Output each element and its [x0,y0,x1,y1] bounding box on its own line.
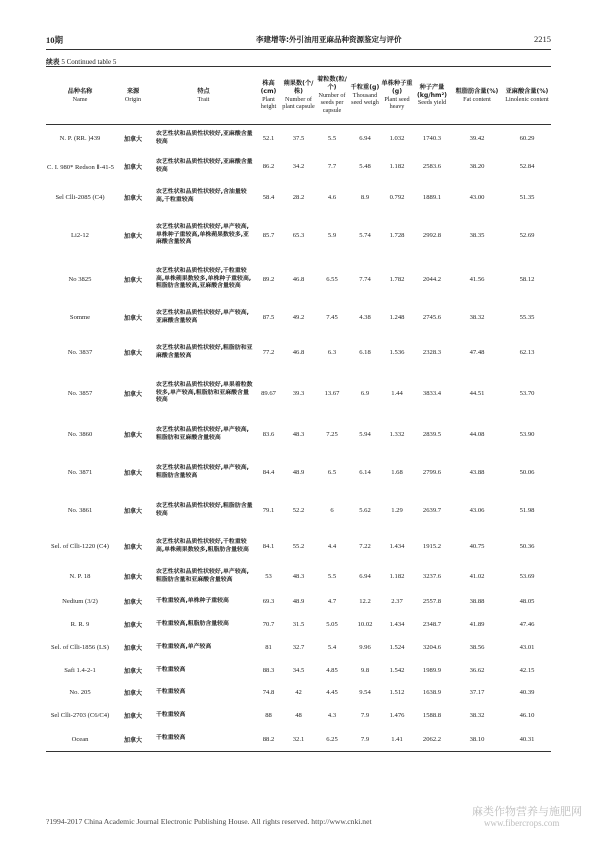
cell-height: 88.3 [262,667,275,674]
cell-height: 53 [265,573,272,580]
cell-origin: 加拿大 [123,391,142,398]
cell-height: 81 [265,644,272,651]
cell-pseed: 1.332 [389,431,405,438]
cell-name: Ocean [71,735,89,743]
cell-pseed: 1.434 [389,621,405,628]
table-row [46,454,551,492]
cell-pseed: 2.37 [391,598,403,605]
cell-yield: 2044.2 [422,276,442,283]
cell-lino: 50.06 [519,469,535,476]
cell-origin: 加拿大 [123,315,142,322]
cell-origin: 加拿大 [123,713,142,720]
cell-seeds: 13.67 [324,390,340,397]
col-trait: 特点 Trait [197,87,210,103]
cell-seeds: 7.45 [326,314,338,321]
cell-tsw: 7.9 [360,712,370,719]
cell-seeds: 6.55 [326,276,338,283]
cell-pseed: 1.434 [389,543,405,550]
cell-fat: 43.88 [469,469,485,476]
table-row [46,258,551,302]
cell-origin: 加拿大 [123,544,142,551]
cell-lino: 53.70 [519,390,535,397]
table-row [46,564,551,590]
cell-fat: 38.88 [469,598,485,605]
cell-origin: 加拿大 [123,508,142,515]
cell-name: Sel Clli-2703 (C6/C4) [50,712,110,719]
cell-pseed: 0.792 [389,193,405,201]
cell-origin: 加拿大 [123,136,142,144]
cell-fat: 43.06 [469,507,485,514]
cell-trait: 农艺性状和品质性状较好,单产较高,亚麻酸含量较高 [156,309,249,324]
cell-name: Li2-12 [71,232,89,239]
cell-fat: 44.08 [469,431,485,438]
table-row [46,372,551,416]
table-row [46,181,551,214]
cell-height: 77.2 [262,349,275,356]
cell-seeds: 6.3 [327,349,337,356]
cell-seeds: 4.45 [326,689,338,696]
table-row [46,660,551,682]
cell-seeds: 5.05 [326,621,338,628]
cell-tsw: 8.9 [360,193,370,201]
cell-fat: 41.56 [469,276,485,283]
cell-tsw: 6.94 [359,135,371,143]
cell-tsw: 9.8 [360,667,370,674]
table-row [46,530,551,564]
cell-trait: 千粒重较高,单产较高 [156,643,212,650]
cell-fat: 43.00 [469,193,485,201]
cell-lino: 43.01 [519,644,535,651]
cell-height: 87.5 [262,314,275,321]
cell-tsw: 6.14 [359,469,371,476]
cell-fat: 41.02 [469,573,485,580]
cell-height: 88 [265,712,272,719]
col-capsules: 蒴果数(个/株) Number of plant capsule [282,80,315,111]
cell-capsules: 32.1 [292,735,305,743]
cell-height: 85.7 [262,232,275,239]
cell-lino: 62.13 [519,349,535,356]
cell-trait: 农艺性状和品质性状较好,亚麻酸含量较高 [156,130,253,145]
table-row [46,334,551,372]
cell-fat: 40.75 [469,543,485,550]
cell-tsw: 10.02 [357,621,373,628]
cell-name: No 3825 [68,276,92,283]
cell-capsules: 31.5 [292,621,305,628]
cell-height: 89.2 [262,276,275,283]
cell-name: Sel. of Clli-1856 (LS) [51,644,109,651]
table-row [46,125,551,153]
cell-pseed: 1.536 [389,349,405,356]
cell-height: 70.7 [262,621,275,628]
cell-yield: 2583.6 [422,163,442,170]
cell-trait: 农艺性状和品质性状较好,千粒重较高,单株蒴果数较多,单株种子重较高,粗脂肪含量较高,亚麻酸含量较高 [156,267,252,290]
cell-capsules: 48.3 [292,573,305,580]
cell-lino: 60.29 [519,135,535,143]
cell-yield: 1638.9 [422,689,442,696]
cell-yield: 3833.4 [422,390,442,397]
cell-seeds: 6 [330,507,334,514]
cell-lino: 53.69 [519,573,535,580]
cell-pseed: 1.542 [389,667,405,674]
cell-lino: 42.15 [519,667,535,674]
cell-trait: 千粒重较高 [156,666,186,673]
table-row [46,704,551,728]
cell-capsules: 48.9 [292,469,305,476]
col-plant-height: 株高(cm) Plant height [260,80,277,111]
cell-height: 89.67 [261,390,276,397]
cell-height: 84.1 [262,543,275,550]
cell-lino: 50.36 [519,543,535,550]
cell-pseed: 1.032 [389,135,405,143]
cell-pseed: 1.248 [389,314,405,321]
cell-pseed: 1.782 [389,276,405,283]
cell-name: N. P. (RR. )439 [59,135,101,143]
cell-tsw: 6.94 [359,573,371,580]
cell-origin: 加拿大 [123,194,142,202]
cell-capsules: 39.3 [292,390,305,397]
cell-capsules: 37.5 [292,135,305,143]
caption-zh: 续表 [46,58,60,66]
cell-seeds: 5.9 [327,232,337,239]
cell-origin: 加拿大 [123,574,142,581]
cell-pseed: 1.512 [389,689,405,696]
cell-yield: 3204.6 [422,644,442,651]
table-row [46,302,551,334]
cell-trait: 农艺性状和品质性状较好,亚麻酸含量较高 [156,158,253,173]
cell-yield: 2348.7 [422,621,442,628]
cell-name: No. 3871 [67,469,93,476]
cell-origin: 加拿大 [123,350,142,357]
cell-yield: 2839.5 [422,431,442,438]
cell-pseed: 1.68 [391,469,403,476]
cell-fat: 37.17 [469,689,485,696]
cell-yield: 2328.3 [422,349,442,356]
cell-pseed: 1.476 [389,712,405,719]
cell-trait: 农艺性状和品质性状较好,单果着粒数较多,单产较高,粗脂肪和亚麻酸含量较高 [156,381,253,404]
cell-seeds: 4.6 [327,193,337,201]
cell-yield: 1889.1 [422,193,442,201]
cell-fat: 38.32 [469,314,485,321]
cell-trait: 农艺性状和品质性状较好,含油量较高,千粒重较高 [156,189,247,203]
cell-lino: 52.84 [519,163,535,170]
col-linolenic: 亚麻酸含量(%) Linolenic content [505,87,549,103]
cell-trait: 农艺性状和品质性状较好,千粒重较高,单株蒴果数较多,粗脂肪含量较高 [156,538,249,553]
table-row [46,728,551,752]
cell-fat: 44.51 [469,390,485,397]
col-fat: 粗脂肪含量(%) Fat content [455,87,499,103]
cell-tsw: 9.54 [359,689,371,696]
cell-yield: 2745.6 [422,314,442,321]
cell-name: No. 205 [69,689,91,696]
cell-tsw: 5.62 [359,507,371,514]
cell-fat: 38.20 [469,163,485,170]
cell-origin: 加拿大 [123,277,142,284]
table-row [46,590,551,614]
cell-pseed: 1.182 [389,163,405,170]
cell-origin: 加拿大 [123,233,142,240]
copyright-footer: ?1994-2017 China Academic Journal Electronic Publishing House. All rights reserved. http://www.cnki.net [46,817,372,826]
cell-fat: 39.42 [469,135,485,143]
cell-seeds: 5.4 [327,644,337,651]
cell-name: Nedium (3/2) [62,598,98,605]
cell-tsw: 4.38 [359,314,371,321]
cell-trait: 千粒重较高 [156,711,186,718]
table-row [46,214,551,258]
cell-height: 88.2 [262,735,275,743]
cell-fat: 47.48 [469,349,485,356]
cell-yield: 2639.7 [422,507,442,514]
cell-height: 74.8 [262,689,275,696]
cell-yield: 2557.8 [422,598,442,605]
cell-fat: 38.56 [469,644,485,651]
cell-yield: 1989.9 [422,667,442,674]
cell-capsules: 65.3 [292,232,305,239]
cell-yield: 1588.8 [422,712,442,719]
col-seeds-per-capsule: 着粒数(粒/个) Number of seeds per capsule [317,76,347,115]
table-header-row [46,67,551,125]
table-row [46,682,551,704]
cell-tsw: 6.9 [360,390,370,397]
cell-lino: 48.05 [519,598,535,605]
cell-origin: 加拿大 [123,470,142,477]
cell-yield: 1915.2 [422,543,442,550]
watermark-url: www.fibercrops.com [484,818,560,828]
cell-capsules: 34.2 [292,163,305,170]
cell-trait: 农艺性状和品质性状较好,单产较高,粗脂肪和亚麻酸含量较高 [156,426,249,441]
cell-capsules: 48.9 [292,598,305,605]
cell-trait: 农艺性状和品质性状较好,粗脂肪含量较高 [156,502,253,517]
cell-tsw: 5.48 [359,163,371,170]
cell-seeds: 4.85 [326,667,338,674]
cell-name: C. I. 980* Redson Ⅱ-41-5 [47,163,114,171]
col-thousand-seed: 千粒重(g) Thousand seed weigh [350,83,380,107]
cell-pseed: 1.29 [391,507,403,514]
cell-origin: 加拿大 [123,622,142,629]
cell-trait: 千粒重较高,粗脂肪含量较高 [156,620,229,627]
cell-pseed: 1.182 [389,573,405,580]
cell-yield: 3237.6 [422,573,442,580]
cell-name: Somme [69,314,91,321]
cell-tsw: 5.94 [359,431,371,438]
cell-pseed: 1.728 [389,232,405,239]
header-rule [46,49,551,50]
cell-trait: 农艺性状和品质性状较好,单产较高,粗脂肪含量和亚麻酸含量较高 [156,568,249,583]
cell-capsules: 48 [295,712,302,719]
table-row [46,636,551,660]
cell-capsules: 42 [295,689,302,696]
cell-seeds: 5.5 [327,573,337,580]
cell-lino: 51.98 [519,507,535,514]
cell-lino: 47.46 [519,621,535,628]
cell-origin: 加拿大 [123,668,142,675]
cell-capsules: 28.2 [292,193,305,201]
cell-pseed: 1.44 [391,390,403,397]
cell-seeds: 7.25 [326,431,338,438]
cell-lino: 58.12 [519,276,535,283]
table-row [46,416,551,454]
page-number: 2215 [534,34,551,44]
cell-capsules: 46.8 [292,276,305,283]
cell-yield: 2062.2 [422,735,442,743]
cell-height: 69.3 [262,598,275,605]
cell-fat: 41.89 [469,621,485,628]
cell-trait: 千粒重较高,单株种子重较高 [156,597,229,604]
table-caption [46,56,116,66]
cell-lino: 52.69 [519,232,535,239]
cell-capsules: 55.2 [292,543,305,550]
cell-height: 86.2 [262,163,275,170]
cell-fat: 36.62 [469,667,485,674]
table-row [46,614,551,636]
cell-seeds: 6.5 [327,469,337,476]
cell-seeds: 4.4 [327,543,337,550]
cell-height: 79.1 [262,507,275,514]
cell-name: Sel Clli-2085 (C4) [55,193,105,201]
cell-lino: 53.90 [519,431,535,438]
cell-trait: 农艺性状和品质性状较好,单产较高,粗脂肪含量较高 [156,464,249,479]
cell-tsw: 12.2 [359,598,371,605]
cell-tsw: 6.18 [359,349,371,356]
table-row [46,153,551,181]
cell-trait: 农艺性状和品质性状较好,单产较高,单株种子重较高,单株蒴果数较多,亚麻酸含量较高 [156,223,249,246]
cell-tsw: 7.74 [359,276,371,283]
cell-tsw: 9.96 [359,644,371,651]
cell-tsw: 7.9 [360,735,370,743]
cell-origin: 加拿大 [123,645,142,652]
cell-origin: 加拿大 [123,164,142,171]
cell-height: 84.4 [262,469,275,476]
running-title: 李建增等:外引油用亚麻品种资源鉴定与评价 [256,35,402,44]
cell-tsw: 7.22 [359,543,371,550]
cell-lino: 40.31 [519,735,535,743]
running-header [46,34,551,48]
cell-seeds: 7.7 [327,163,337,170]
cell-seeds: 4.7 [327,598,337,605]
table-row [46,492,551,530]
cell-name: N. P. 18 [69,573,91,580]
cell-name: Safi 1.4-2-1 [64,667,96,674]
cell-pseed: 1.41 [391,735,403,743]
watermark-zh: 麻类作物营养与施肥网 [472,805,582,818]
cell-origin: 加拿大 [123,432,142,439]
cell-yield: 2992.8 [422,232,442,239]
cell-yield: 2799.6 [422,469,442,476]
cell-capsules: 48.3 [292,431,305,438]
cell-capsules: 49.2 [292,314,305,321]
cell-pseed: 1.524 [389,644,405,651]
cell-fat: 38.32 [469,712,485,719]
cell-name: No. 3861 [67,507,93,514]
cell-name: No. 3860 [67,431,93,438]
col-name: 品种名称 Name [67,87,93,103]
cell-fat: 38.10 [469,735,485,743]
cell-name: No. 3837 [67,349,93,356]
cell-origin: 加拿大 [123,736,142,744]
cell-lino: 55.35 [519,314,535,321]
cell-origin: 加拿大 [123,599,142,606]
cell-capsules: 34.5 [292,667,305,674]
cell-capsules: 46.8 [292,349,305,356]
cell-name: Sel. of Clli-1220 (C4) [51,543,109,550]
cell-lino: 46.10 [519,712,535,719]
cell-name: No. 3857 [67,390,93,397]
issue-number: 10期 [46,35,64,45]
cell-seeds: 6.25 [326,735,338,743]
col-origin: 来源 Origin [124,87,142,103]
cell-trait: 千粒重较高 [156,688,186,695]
cell-height: 58.4 [262,193,275,201]
cell-height: 83.6 [262,431,275,438]
cell-height: 52.1 [262,135,275,143]
cell-lino: 40.39 [519,689,535,696]
cell-lino: 51.35 [519,193,535,201]
cell-yield: 1740.3 [422,135,442,143]
col-plant-seed: 单株种子重(g) Plant seed heavy [381,80,413,111]
germplasm-table [46,66,551,752]
cell-trait: 千粒重较高 [156,735,186,742]
col-seed-yield: 种子产量(kg/hm²) Seeds yield [416,83,448,107]
caption-en: 5 Continued table 5 [61,58,117,66]
cell-name: R. R. 9 [70,621,90,628]
cell-seeds: 4.3 [327,712,337,719]
cell-origin: 加拿大 [123,690,142,697]
cell-trait: 农艺性状和品质性状较好,粗脂肪和亚麻酸含量较高 [156,344,253,359]
cell-capsules: 52.2 [292,507,305,514]
cell-fat: 38.35 [469,232,485,239]
cell-tsw: 5.74 [359,232,371,239]
cell-seeds: 5.5 [327,135,337,143]
cell-capsules: 32.7 [292,644,305,651]
